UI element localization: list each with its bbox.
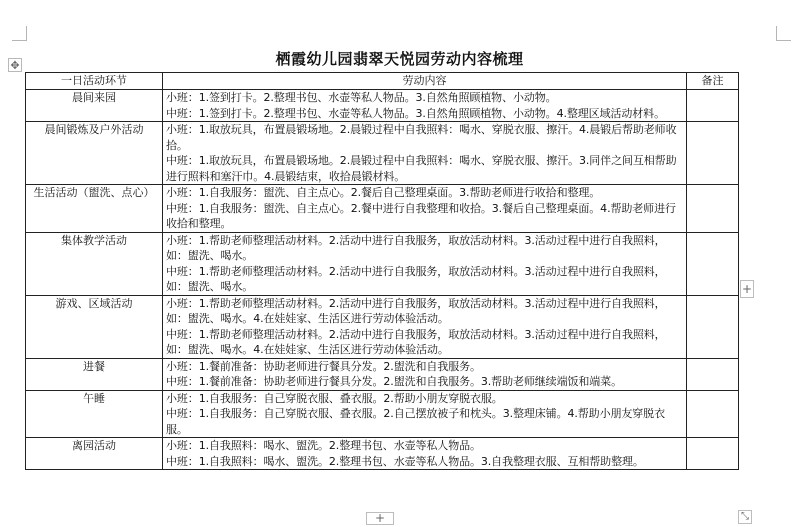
small-class-text: 小班：1.签到打卡。2.整理书包、水壶等私人物品。3.自然角照顾植物、小动物。 [166, 91, 557, 104]
segment-cell: 游戏、区域活动 [26, 295, 163, 358]
segment-cell: 午睡 [26, 390, 163, 438]
table-row [26, 390, 739, 438]
note-cell [687, 390, 739, 438]
middle-class-text: 中班：1.自我服务：自己穿脱衣服、叠衣服。2.自己摆放被子和枕头。3.整理床铺。4.帮助小朋友穿脱衣服。 [166, 407, 665, 436]
note-cell [687, 438, 739, 470]
small-class-text: 小班：1.餐前准备：协助老师进行餐具分发。2.盥洗和自我服务。 [166, 359, 481, 373]
middle-class-text: 中班：1.餐前准备：协助老师进行餐具分发。2.盥洗和自我服务。3.帮助老师继续端饭和端菜。 [166, 375, 622, 388]
header-note: 备注 [687, 73, 739, 90]
add-row-plus-icon[interactable]: + [366, 512, 394, 525]
content-cell [163, 122, 687, 185]
note-cell [687, 122, 739, 185]
middle-class-text: 中班：1.帮助老师整理活动材料。2.活动中进行自我服务，取放活动材料。3.活动过程中进行自我照料，如：盥洗、喝水。4.在娃娃家、生活区进行劳动体验活动。 [166, 327, 666, 356]
note-cell [687, 358, 739, 390]
segment-cell: 生活活动（盥洗、点心） [26, 185, 163, 233]
table-move-icon[interactable]: ✥ [8, 58, 22, 72]
crop-mark-top-right [776, 26, 791, 41]
note-cell [687, 232, 739, 295]
crop-mark-top-left [12, 26, 27, 41]
add-column-plus-icon[interactable]: + [741, 282, 753, 296]
table-row [26, 122, 739, 185]
segment-cell: 离园活动 [26, 438, 163, 470]
content-cell [163, 185, 687, 233]
small-class-text: 小班：1.自我照料：喝水、盥洗。2.整理书包、水壶等私人物品。 [166, 439, 481, 452]
small-class-text: 小班：1.帮助老师整理活动材料。2.活动中进行自我服务，取放活动材料。3.活动过程中进行自我照料，如：盥洗、喝水。4.在娃娃家、生活区进行劳动体验活动。 [166, 296, 666, 325]
middle-class-text: 中班：1.取放玩具，布置晨锻场地。2.晨锻过程中自我照料：喝水、穿脱衣服、擦汗。3.同伴之间互相帮助进行照料和塞汗巾。4.晨锻结束，收拾晨锻材料。 [166, 154, 677, 183]
small-class-text: 小班：1.自我服务：自己穿脱衣服、叠衣服。2.帮助小朋友穿脱衣服。 [166, 391, 503, 405]
content-cell [163, 232, 687, 295]
middle-class-text: 中班：1.签到打卡。2.整理书包、水壶等私人物品。3.自然角照顾植物、小动物。4.整理区域活动材料。 [166, 106, 665, 120]
table-resize-icon[interactable]: ⤡ [738, 510, 752, 524]
table-row [26, 438, 739, 470]
table-row [26, 232, 739, 295]
segment-cell: 集体教学活动 [26, 232, 163, 295]
small-class-text: 小班：1.取放玩具，布置晨锻场地。2.晨锻过程中自我照料：喝水、穿脱衣服、擦汗。4.晨锻后帮助老师收拾。 [166, 123, 677, 152]
header-content: 劳动内容 [163, 73, 687, 90]
content-cell [163, 358, 687, 390]
table-row [26, 295, 739, 358]
document-title: 栖霞幼儿园翡翠天悦园劳动内容梳理 [275, 50, 524, 68]
header-segment: 一日活动环节 [26, 73, 163, 90]
content-cell [163, 295, 687, 358]
middle-class-text: 中班：1.自我服务：盥洗、自主点心。2.餐中进行自我整理和收拾。3.餐后自己整理桌面。4.帮助老师进行收拾和整理。 [166, 201, 676, 230]
table-row [26, 90, 739, 122]
note-cell [687, 185, 739, 233]
content-cell [163, 90, 687, 122]
note-cell [687, 90, 739, 122]
content-cell [163, 390, 687, 438]
note-cell [687, 295, 739, 358]
middle-class-text: 中班：1.帮助老师整理活动材料。2.活动中进行自我服务，取放活动材料。3.活动过程中进行自我照料，如：盥洗、喝水。 [166, 264, 666, 293]
table-header-row [26, 73, 739, 90]
segment-cell: 晨间锻炼及户外活动 [26, 122, 163, 185]
middle-class-text: 中班：1.自我照料：喝水、盥洗。2.整理书包、水壶等私人物品。3.自我整理衣服、互相帮助整理。 [166, 454, 644, 468]
table-row [26, 185, 739, 233]
table-row [26, 358, 739, 390]
segment-cell: 进餐 [26, 358, 163, 390]
labor-content-table [25, 72, 739, 470]
small-class-text: 小班：1.帮助老师整理活动材料。2.活动中进行自我服务，取放活动材料。3.活动过程中进行自我照料，如：盥洗、喝水。 [166, 233, 666, 262]
content-cell [163, 438, 687, 470]
segment-cell: 晨间来园 [26, 90, 163, 122]
small-class-text: 小班：1.自我服务：盥洗、自主点心。2.餐后自己整理桌面。3.帮助老师进行收拾和整理。 [166, 186, 601, 199]
